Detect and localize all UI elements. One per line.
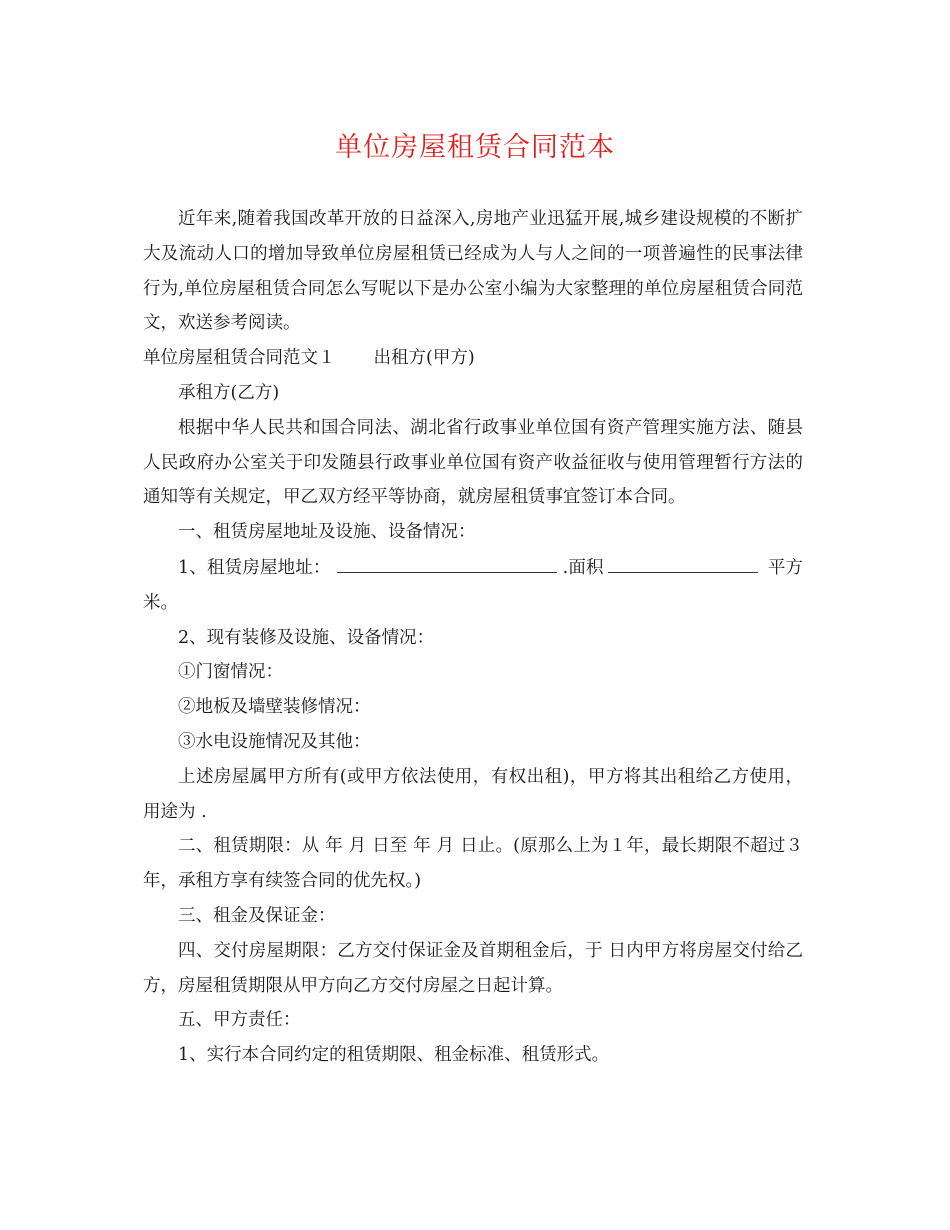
section-1-heading: 一、租赁房屋地址及设施、设备情况： xyxy=(178,522,476,543)
lessor-label: 出租方(甲方) xyxy=(373,348,475,369)
item-2c-utilities: ③水电设施情况及其他： xyxy=(178,731,371,752)
section-4-delivery: 四、交付房屋期限：乙方交付保证金及首期租金后，于 日内甲方将房屋交付给乙方，房屋租赁期限从甲方向乙方交付房屋之日起计算。 xyxy=(143,940,803,996)
item-1-address-line xyxy=(143,550,803,621)
document-title: 单位房屋租赁合同范本 xyxy=(335,132,615,163)
address-label: 1、租赁房屋地址： xyxy=(178,557,331,578)
sample-heading-line xyxy=(143,341,803,376)
section-2-lease-term: 二、租赁期限：从 年 月 日至 年 月 日止。(原那么上为１年，最长期限不超过３年，承租方享有续签合同的优先权。) xyxy=(143,836,803,892)
sample-heading: 单位房屋租赁合同范文１ xyxy=(143,348,336,369)
address-blank-field[interactable] xyxy=(337,550,557,573)
intro-paragraph: 近年来,随着我国改革开放的日益深入,房地产业迅猛开展,城乡建设规模的不断扩大及流动人口的增加导致单位房屋租赁已经成为人与人之间的一项普遍性的民事法律行为,单位房屋租赁合同怎么写呢以下是办公室小编为大家整理的单位房屋租赁合同范文，欢送参考阅读。 xyxy=(143,209,803,334)
basis-paragraph: 根据中华人民共和国合同法、湖北省行政事业单位国有资产管理实施方法、随县人民政府办公室关于印发随县行政事业单位国有资产收益征收与使用管理暂行方法的通知等有关规定，甲乙双方经平等协商，就房屋租赁事宜签订本合同。 xyxy=(143,417,803,508)
item-2b-floor-walls: ②地板及墙壁装修情况： xyxy=(178,697,371,718)
item-2-heading: 2、现有装修及设施、设备情况： xyxy=(178,627,435,648)
area-unit: 平方米。 xyxy=(143,557,803,613)
item-5-1: 1、实行本合同约定的租赁期限、租金标准、租赁形式。 xyxy=(178,1045,610,1066)
section-3-rent-deposit: 三、租金及保证金： xyxy=(178,905,336,926)
area-label: .面积 xyxy=(562,557,604,578)
ownership-paragraph: 上述房屋属甲方所有(或甲方依法使用，有权出租)，甲方将其出租给乙方使用，用途为 . xyxy=(143,766,803,822)
document-body xyxy=(143,202,803,1073)
section-5-lessor-duties: 五、甲方责任： xyxy=(178,1010,301,1031)
area-blank-field[interactable] xyxy=(608,550,758,573)
lessee-label: 承租方(乙方) xyxy=(178,382,280,403)
item-2a-doors-windows: ①门窗情况： xyxy=(178,662,283,683)
